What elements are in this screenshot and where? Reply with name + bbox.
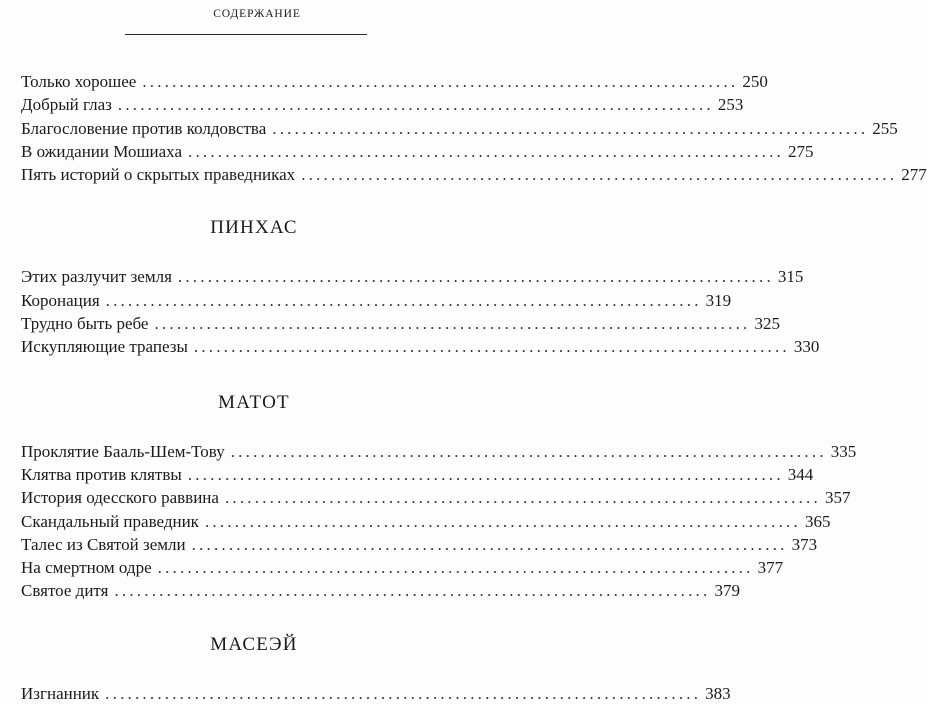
dot-leader: ................................................................................ (191, 534, 788, 554)
toc-entry[interactable] (21, 682, 731, 705)
toc-entry[interactable] (21, 163, 927, 186)
dot-leader: ................................................................................ (230, 441, 827, 461)
toc-group-continued (21, 70, 927, 186)
dot-leader: ................................................................................ (188, 141, 784, 161)
toc-entry-page: 255 (872, 118, 898, 138)
dot-leader: ................................................................................ (177, 267, 774, 287)
toc-entry[interactable] (21, 93, 744, 116)
dot-leader: ................................................................................ (204, 511, 801, 531)
toc-entry-title: Искупляющие трапезы (21, 337, 188, 357)
dot-leader: ................................................................................ (301, 165, 898, 185)
toc-entry[interactable] (21, 335, 820, 358)
toc-entry-page: 383 (705, 683, 731, 703)
toc-entry-title: Коронация (21, 290, 100, 310)
toc-entry[interactable] (21, 510, 831, 533)
running-header: СОДЕРЖАНИЕ (213, 8, 301, 20)
toc-entry-title: Благословение против колдовства (21, 118, 267, 138)
section-heading: МАСЕЭЙ (210, 633, 298, 655)
toc-entry-page: 277 (901, 165, 927, 185)
dot-leader: ................................................................................ (105, 683, 702, 703)
toc-entry-page: 365 (804, 511, 831, 531)
toc-entry[interactable] (21, 486, 851, 509)
toc-entry[interactable] (21, 117, 898, 140)
table-of-contents (21, 70, 927, 705)
toc-entry[interactable] (21, 312, 780, 335)
toc-entry-title: Изгнанник (21, 683, 100, 703)
section-heading: ПИНХАС (210, 217, 298, 239)
toc-entry-page: 319 (705, 290, 732, 310)
toc-entry[interactable] (21, 463, 814, 486)
dot-leader: ................................................................................ (142, 72, 739, 91)
toc-entry-title: Этих разлучит земля (21, 267, 172, 287)
dot-leader: ................................................................................ (224, 488, 821, 508)
header-divider (125, 34, 367, 35)
toc-entry-title: Только хорошее (21, 72, 137, 91)
toc-entry-page: 250 (742, 72, 768, 91)
toc-entry-title: В ожидании Мошиаха (21, 141, 182, 161)
dot-leader: ................................................................................ (187, 464, 784, 484)
toc-entry[interactable] (21, 533, 818, 556)
toc-entry-title: Трудно быть ребе (21, 314, 149, 334)
dot-leader: ................................................................................ (105, 290, 702, 310)
toc-entry[interactable] (21, 556, 784, 579)
toc-entry[interactable] (21, 265, 804, 288)
toc-entry-title: На смертном одре (21, 558, 152, 578)
toc-entry-title: Талес из Святой земли (21, 534, 186, 554)
dot-leader: ................................................................................ (193, 337, 790, 357)
toc-entry-page: 325 (754, 314, 780, 334)
toc-entry[interactable] (21, 70, 768, 93)
toc-group (21, 682, 731, 705)
toc-group (21, 440, 857, 603)
dot-leader: ................................................................................ (154, 314, 751, 334)
toc-entry-page: 377 (757, 558, 784, 578)
dot-leader: ................................................................................ (272, 118, 869, 138)
dot-leader: ................................................................................ (157, 558, 754, 578)
toc-entry-page: 275 (788, 141, 814, 161)
dot-leader: ................................................................................ (117, 95, 714, 115)
toc-entry-page: 373 (791, 534, 818, 554)
toc-entry-title: История одесского раввина (21, 488, 219, 508)
toc-entry-page: 330 (793, 337, 820, 357)
toc-entry-title: Пять историй о скрытых праведниках (21, 165, 296, 185)
toc-group (21, 265, 820, 358)
toc-entry-title: Скандальный праведник (21, 511, 199, 531)
toc-entry-page: 344 (787, 464, 814, 484)
dot-leader: ................................................................................ (114, 581, 711, 601)
toc-entry[interactable] (21, 579, 740, 602)
toc-entry-page: 315 (777, 267, 804, 287)
toc-entry-title: Добрый глаз (21, 95, 112, 115)
toc-entry[interactable] (21, 140, 814, 163)
toc-entry-page: 253 (717, 95, 744, 115)
toc-entry[interactable] (21, 289, 732, 312)
toc-entry-page: 335 (830, 441, 857, 461)
toc-entry-title: Клятва против клятвы (21, 464, 182, 484)
toc-entry-title: Проклятие Бааль-Шем-Тову (21, 441, 225, 461)
toc-entry-page: 379 (714, 581, 740, 601)
toc-entry[interactable] (21, 440, 857, 463)
toc-entry-title: Святое дитя (21, 581, 109, 601)
toc-entry-page: 357 (824, 488, 851, 508)
section-heading: МАТОТ (218, 391, 290, 413)
